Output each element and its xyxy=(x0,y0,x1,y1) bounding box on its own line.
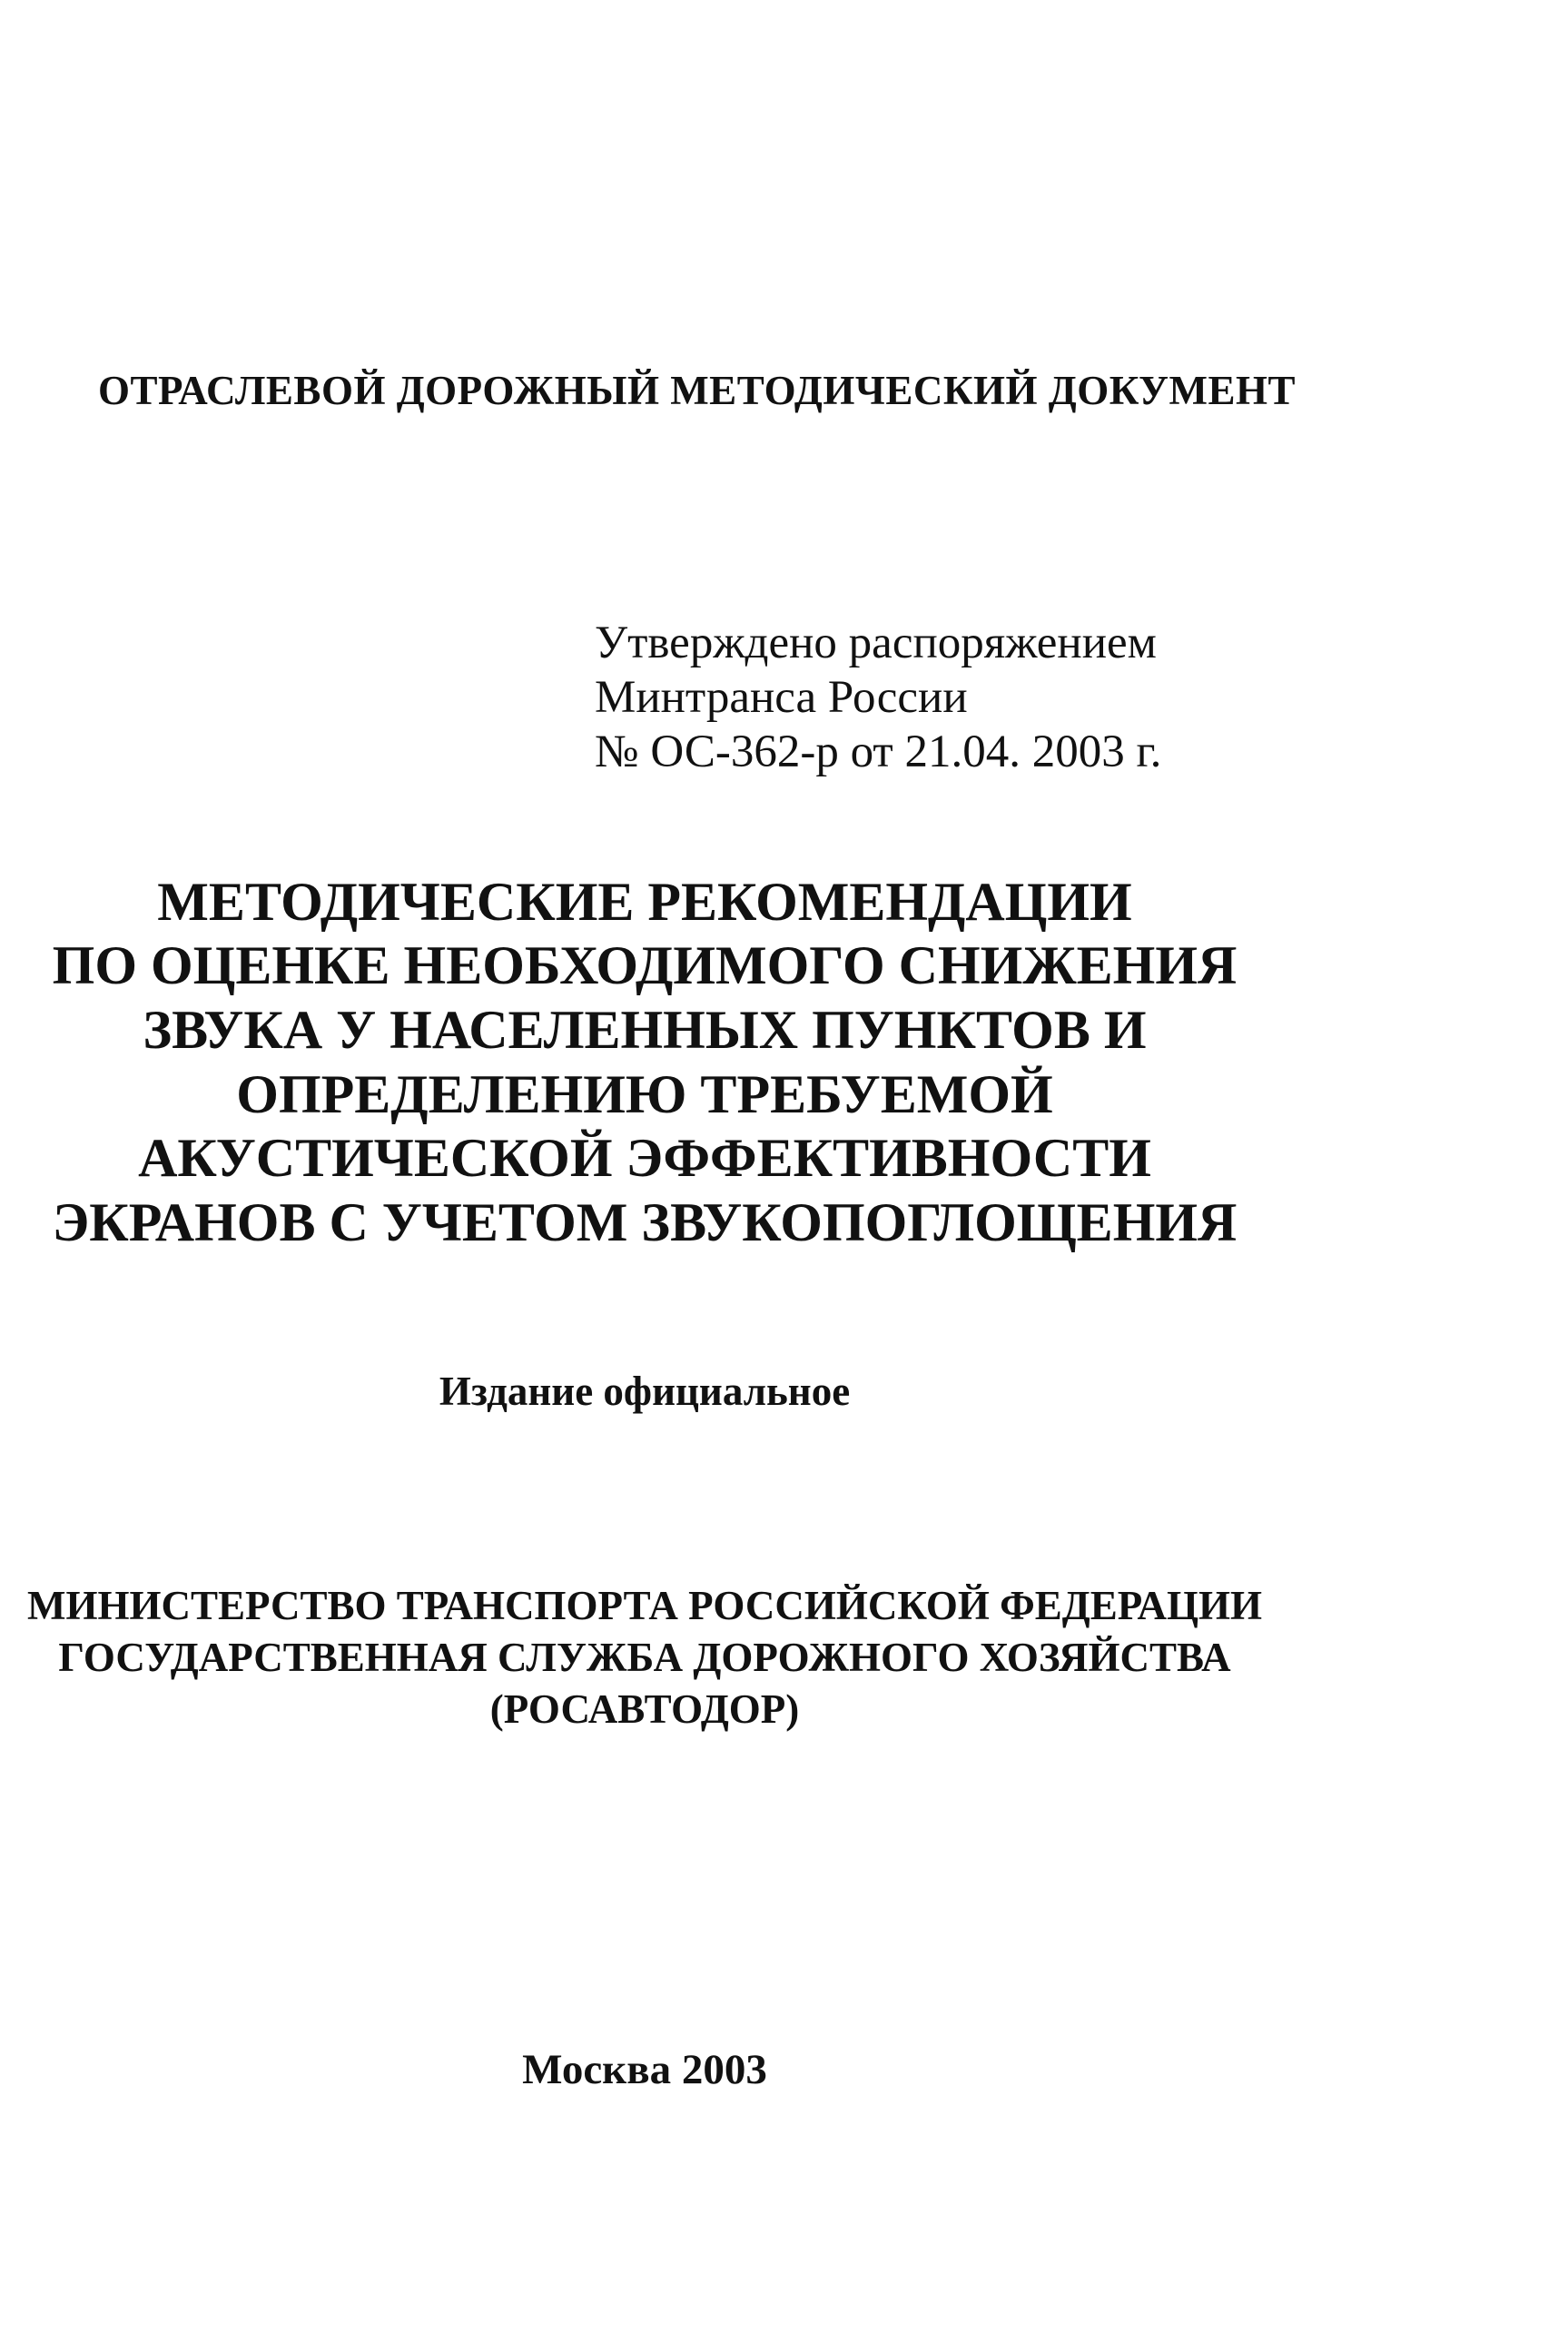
approval-line-1: Утверждено распоряжением xyxy=(595,618,1157,668)
title-line-1: МЕТОДИЧЕСКИЕ РЕКОМЕНДАЦИИ xyxy=(157,872,1132,932)
document-category-header: ОТРАСЛЕВОЙ ДОРОЖНЫЙ МЕТОДИЧЕСКИЙ ДОКУМЕНТ xyxy=(98,368,1296,413)
approval-line-2: Минтранса России xyxy=(595,672,968,723)
title-line-6: ЭКРАНОВ С УЧЕТОМ ЗВУКОПОГЛОЩЕНИЯ xyxy=(52,1192,1238,1252)
approval-line-3: № ОС-362-р от 21.04. 2003 г. xyxy=(595,727,1162,777)
ministry-line-2: ГОСУДАРСТВЕННАЯ СЛУЖБА ДОРОЖНОГО ХОЗЯЙСТВА xyxy=(58,1635,1231,1680)
title-line-2: ПО ОЦЕНКЕ НЕОБХОДИМОГО СНИЖЕНИЯ xyxy=(52,935,1238,995)
title-line-4: ОПРЕДЕЛЕНИЮ ТРЕБУЕМОЙ xyxy=(236,1064,1053,1124)
title-line-3: ЗВУКА У НАСЕЛЕННЫХ ПУНКТОВ И xyxy=(143,1000,1147,1060)
title-line-5: АКУСТИЧЕСКОЙ ЭФФЕКТИВНОСТИ xyxy=(138,1128,1151,1188)
ministry-line-3: (РОСАВТОДОР) xyxy=(489,1686,800,1732)
ministry-line-1: МИНИСТЕРСТВО ТРАНСПОРТА РОССИЙСКОЙ ФЕДЕРАЦИИ xyxy=(26,1583,1263,1628)
place-and-year: Москва 2003 xyxy=(522,2046,767,2093)
edition-label: Издание официальное xyxy=(439,1369,851,1414)
